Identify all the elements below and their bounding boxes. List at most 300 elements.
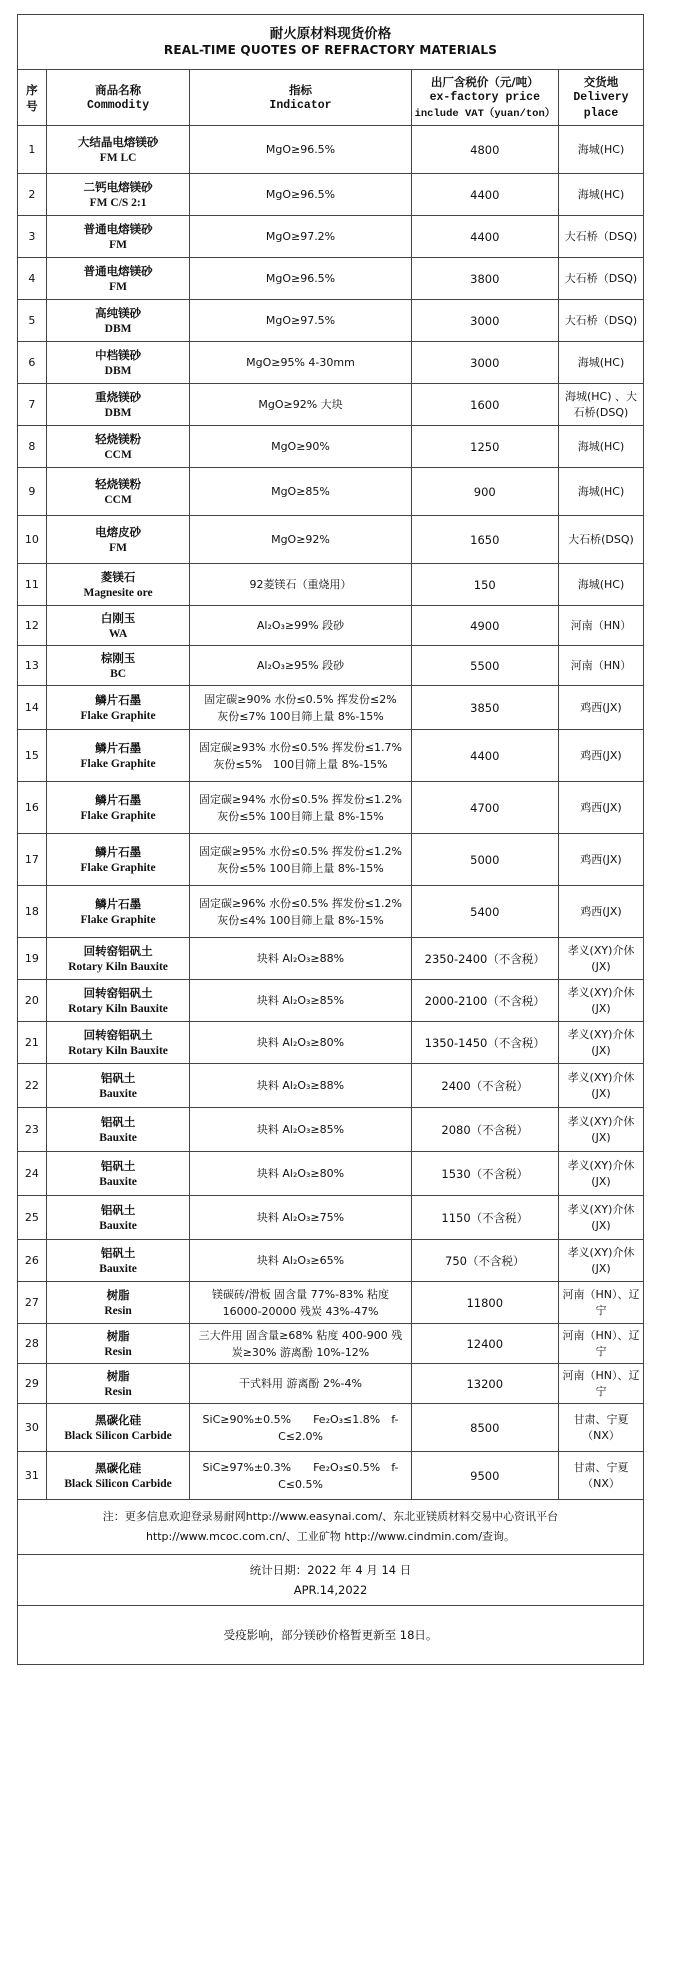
- delivery-place-cell: [558, 1404, 643, 1452]
- indicator-cell: [190, 646, 411, 686]
- header-indicator-cn: 指标: [288, 82, 312, 97]
- commodity-name-cn: 回转窑铝矾土: [83, 1027, 153, 1042]
- commodity-cell: [46, 1064, 190, 1108]
- commodity-cell: [46, 1452, 190, 1500]
- row-number: [18, 980, 47, 1022]
- commodity-name-en: FM C/S 2:1: [89, 196, 147, 209]
- delivery-place-text: 孝义(XY)介休(JX): [567, 1245, 635, 1275]
- indicator-text: MgO≥97.2%: [265, 230, 336, 243]
- table-row: [18, 342, 644, 384]
- delivery-place-text: 河南（HN）: [570, 658, 632, 672]
- price-cell: [411, 1064, 558, 1108]
- price-text: 2080（不含税）: [441, 1122, 529, 1137]
- commodity-cell: [46, 730, 190, 782]
- indicator-text: 镁碳砖/滑板 固含量 77%-83% 粘度 16000-20000 残炭 43%-47%: [211, 1287, 390, 1318]
- delivery-place-text: 海城(HC): [577, 142, 625, 156]
- note-cell: [18, 1500, 644, 1555]
- delivery-place-cell: [558, 564, 643, 606]
- table-row: [18, 1452, 644, 1500]
- row-number: [18, 216, 47, 258]
- indicator-text: 块料 Al₂O₃≥88%: [256, 952, 345, 965]
- price-text: 3000: [470, 355, 500, 370]
- indicator-text: MgO≥90%: [271, 440, 330, 453]
- price-sheet: [17, 14, 644, 1665]
- delivery-place-cell: [558, 1364, 643, 1404]
- commodity-cell: [46, 300, 190, 342]
- price-text: 150: [473, 577, 496, 592]
- price-text: 1530（不含税）: [441, 1166, 529, 1181]
- row-number: [18, 1324, 47, 1364]
- note-row: [18, 1500, 644, 1555]
- table-row: [18, 1108, 644, 1152]
- price-cell: [411, 174, 558, 216]
- price-text: 4400: [470, 187, 500, 202]
- price-table: [17, 14, 644, 1500]
- price-text: 5400: [470, 904, 500, 919]
- row-number-text: 31: [24, 1468, 39, 1482]
- commodity-name-cn: 树脂: [106, 1328, 130, 1343]
- delivery-place-text: 大石桥(DSQ): [568, 532, 634, 546]
- commodity-name-en: DBM: [104, 406, 132, 419]
- delivery-place-text: 孝义(XY)介休(JX): [567, 985, 635, 1015]
- row-number-text: 19: [24, 951, 39, 965]
- commodity-name-cn: 铝矾土: [100, 1245, 136, 1260]
- commodity-name-en: FM LC: [99, 151, 137, 164]
- price-cell: [411, 1324, 558, 1364]
- commodity-name-cn: 树脂: [106, 1287, 130, 1302]
- table-row: [18, 300, 644, 342]
- table-row: [18, 730, 644, 782]
- row-number: [18, 1364, 47, 1404]
- row-number-text: 17: [24, 852, 39, 866]
- price-text: 1650: [470, 532, 500, 547]
- row-number-text: 7: [28, 397, 36, 411]
- delivery-place-text: 鸡西(JX): [580, 700, 622, 714]
- footer-note: 受疫影响，部分镁砂价格暂更新至 18日。: [18, 1606, 644, 1665]
- delivery-place-text: 大石桥（DSQ): [564, 229, 638, 243]
- indicator-cell: [190, 126, 411, 174]
- price-text: 13200: [466, 1376, 504, 1391]
- row-number-text: 16: [24, 800, 39, 814]
- delivery-place-text: 鸡西(JX): [580, 748, 622, 762]
- header-price-en2: include VAT（yuan/ton）: [414, 107, 556, 120]
- commodity-name-en: Bauxite: [99, 1219, 137, 1232]
- table-row: [18, 126, 644, 174]
- price-cell: [411, 300, 558, 342]
- table-row: [18, 980, 644, 1022]
- delivery-place-cell: [558, 730, 643, 782]
- row-number-text: 5: [28, 313, 36, 327]
- commodity-name-en: Bauxite: [99, 1131, 137, 1144]
- row-number: [18, 258, 47, 300]
- commodity-name-en: Flake Graphite: [80, 709, 156, 722]
- price-cell: [411, 686, 558, 730]
- table-row: [18, 468, 644, 516]
- row-number-text: 23: [24, 1122, 39, 1136]
- row-number: [18, 126, 47, 174]
- header-row: [18, 70, 644, 126]
- commodity-name-cn: 轻烧镁粉: [95, 476, 142, 491]
- header-price-cn: 出厂含税价（元/吨）: [430, 74, 539, 89]
- commodity-name-cn: 树脂: [106, 1368, 130, 1383]
- commodity-name-en: Magnesite ore: [83, 586, 153, 599]
- row-number: [18, 1452, 47, 1500]
- delivery-place-text: 海城(HC): [577, 439, 625, 453]
- delivery-place-cell: [558, 886, 643, 938]
- commodity-name-en: Bauxite: [99, 1175, 137, 1188]
- indicator-cell: [190, 564, 411, 606]
- delivery-place-text: 孝义(XY)介休(JX): [567, 1070, 635, 1100]
- delivery-place-cell: [558, 686, 643, 730]
- commodity-cell: [46, 782, 190, 834]
- indicator-cell: [190, 886, 411, 938]
- indicator-text: 92菱镁石（重烧用）: [249, 578, 352, 591]
- commodity-cell: [46, 1324, 190, 1364]
- indicator-text: MgO≥96.5%: [265, 143, 336, 156]
- footer-table: [17, 1499, 644, 1665]
- delivery-place-text: 海城(HC): [577, 577, 625, 591]
- row-number-text: 10: [24, 532, 39, 546]
- delivery-place-cell: [558, 1282, 643, 1324]
- price-cell: [411, 468, 558, 516]
- commodity-cell: [46, 1152, 190, 1196]
- indicator-text: MgO≥92% 大块: [258, 398, 343, 411]
- price-text: 2400（不含税）: [441, 1078, 529, 1093]
- indicator-text: 块料 Al₂O₃≥88%: [256, 1079, 345, 1092]
- indicator-text: Al₂O₃≥99% 段砂: [256, 619, 345, 632]
- delivery-place-text: 孝义(XY)介休(JX): [567, 1114, 635, 1144]
- commodity-name-en: DBM: [104, 322, 132, 335]
- price-cell: [411, 384, 558, 426]
- commodity-cell: [46, 1240, 190, 1282]
- commodity-name-en: Black Silicon Carbide: [64, 1429, 172, 1442]
- commodity-name-cn: 重烧镁砂: [95, 389, 142, 404]
- table-row: [18, 216, 644, 258]
- commodity-name-cn: 菱镁石: [100, 569, 136, 584]
- price-text: 4900: [470, 618, 500, 633]
- indicator-text: 块料 Al₂O₃≥65%: [256, 1254, 345, 1267]
- row-number-text: 8: [28, 439, 36, 453]
- delivery-place-cell: [558, 174, 643, 216]
- title-english: REAL-TIME QUOTES OF REFRACTORY MATERIALS: [163, 43, 498, 57]
- table-row: [18, 834, 644, 886]
- table-row: [18, 1364, 644, 1404]
- commodity-cell: [46, 342, 190, 384]
- table-row: [18, 1064, 644, 1108]
- header-place-en2: place: [583, 106, 619, 120]
- row-number: [18, 834, 47, 886]
- commodity-cell: [46, 1108, 190, 1152]
- price-cell: [411, 564, 558, 606]
- indicator-text: 块料 Al₂O₃≥85%: [256, 994, 345, 1007]
- table-row: [18, 886, 644, 938]
- table-row: [18, 1196, 644, 1240]
- commodity-cell: [46, 886, 190, 938]
- footer-row: [18, 1606, 644, 1665]
- delivery-place-cell: [558, 1240, 643, 1282]
- commodity-cell: [46, 516, 190, 564]
- commodity-name-cn: 鳞片石墨: [95, 740, 142, 755]
- commodity-name-cn: 鳞片石墨: [95, 896, 142, 911]
- row-number-text: 4: [28, 271, 36, 285]
- price-cell: [411, 886, 558, 938]
- delivery-place-cell: [558, 834, 643, 886]
- price-cell: [411, 1152, 558, 1196]
- header-commodity-en: Commodity: [87, 98, 150, 112]
- commodity-cell: [46, 564, 190, 606]
- table-row: [18, 1404, 644, 1452]
- delivery-place-cell: [558, 468, 643, 516]
- price-text: 11800: [466, 1295, 504, 1310]
- commodity-name-en: FM: [109, 280, 128, 293]
- row-number: [18, 468, 47, 516]
- delivery-place-text: 鸡西(JX): [580, 904, 622, 918]
- price-text: 4800: [470, 142, 500, 157]
- delivery-place-cell: [558, 342, 643, 384]
- commodity-name-cn: 普通电熔镁砂: [83, 221, 153, 236]
- delivery-place-cell: [558, 1108, 643, 1152]
- delivery-place-cell: [558, 646, 643, 686]
- commodity-name-en: WA: [108, 627, 128, 640]
- delivery-place-text: 河南（HN）、辽宁: [562, 1368, 640, 1398]
- delivery-place-cell: [558, 1152, 643, 1196]
- row-number-text: 13: [24, 658, 39, 672]
- commodity-name-cn: 中档镁砂: [95, 347, 142, 362]
- price-cell: [411, 1404, 558, 1452]
- price-cell: [411, 1196, 558, 1240]
- price-cell: [411, 1452, 558, 1500]
- delivery-place-text: 鸡西(JX): [580, 800, 622, 814]
- table-row: [18, 258, 644, 300]
- price-cell: [411, 258, 558, 300]
- row-number-text: 29: [24, 1376, 39, 1390]
- indicator-cell: [190, 1196, 411, 1240]
- commodity-name-en: Resin: [104, 1385, 132, 1398]
- row-number-text: 1: [28, 142, 36, 156]
- price-text: 3800: [470, 271, 500, 286]
- commodity-name-cn: 回转窑铝矾土: [83, 985, 153, 1000]
- delivery-place-text: 孝义(XY)介休(JX): [567, 1027, 635, 1057]
- indicator-cell: [190, 216, 411, 258]
- delivery-place-cell: [558, 426, 643, 468]
- indicator-cell: [190, 342, 411, 384]
- indicator-text: MgO≥96.5%: [265, 272, 336, 285]
- stats-date-cn: 统计日期：2022 年 4 月 14 日: [249, 1563, 412, 1577]
- commodity-name-cn: 鳞片石墨: [95, 792, 142, 807]
- row-number-text: 28: [24, 1336, 39, 1350]
- table-row: [18, 782, 644, 834]
- delivery-place-cell: [558, 980, 643, 1022]
- price-text: 750（不含税）: [445, 1253, 525, 1268]
- delivery-place-cell: [558, 1022, 643, 1064]
- row-number-text: 22: [24, 1078, 39, 1092]
- delivery-place-cell: [558, 1196, 643, 1240]
- indicator-cell: [190, 468, 411, 516]
- commodity-name-cn: 黑碳化硅: [95, 1412, 142, 1427]
- price-cell: [411, 730, 558, 782]
- price-text: 2350-2400（不含税）: [424, 951, 545, 966]
- commodity-name-cn: 大结晶电熔镁砂: [77, 134, 159, 149]
- indicator-text: 块料 Al₂O₃≥80%: [256, 1036, 345, 1049]
- commodity-name-en: DBM: [104, 364, 132, 377]
- price-cell: [411, 1240, 558, 1282]
- commodity-name-en: Black Silicon Carbide: [64, 1477, 172, 1490]
- row-number-text: 25: [24, 1210, 39, 1224]
- commodity-cell: [46, 1196, 190, 1240]
- row-number-text: 9: [28, 484, 36, 498]
- table-title: [18, 15, 644, 70]
- commodity-name-en: Flake Graphite: [80, 861, 156, 874]
- commodity-cell: [46, 384, 190, 426]
- delivery-place-cell: [558, 1064, 643, 1108]
- indicator-cell: [190, 384, 411, 426]
- delivery-place-text: 甘肃、宁夏（NX）: [573, 1460, 629, 1490]
- row-number-text: 2: [28, 187, 36, 201]
- indicator-text: 固定碳≥90% 水份≤0.5% 挥发份≤2% 灰份≤7% 100目筛上量 8%-15%: [204, 692, 408, 723]
- price-cell: [411, 980, 558, 1022]
- table-row: [18, 174, 644, 216]
- title-chinese: 耐火原材料现货价格: [269, 26, 392, 42]
- price-text: 4400: [470, 229, 500, 244]
- row-number-text: 12: [24, 618, 39, 632]
- row-number: [18, 516, 47, 564]
- indicator-cell: [190, 1404, 411, 1452]
- row-number: [18, 1240, 47, 1282]
- commodity-name-en: Flake Graphite: [80, 757, 156, 770]
- indicator-cell: [190, 1240, 411, 1282]
- note-line-2: http://www.mcoc.com.cn/、工业矿物 http://www.cindmin.com/查询。: [145, 1530, 516, 1543]
- row-number: [18, 1404, 47, 1452]
- header-no: [18, 70, 47, 126]
- row-number: [18, 938, 47, 980]
- indicator-text: SiC≥97%±0.3% Fe₂O₃≤0.5% f-C≤0.5%: [202, 1460, 399, 1491]
- commodity-name-en: CCM: [104, 448, 132, 461]
- table-row: [18, 1324, 644, 1364]
- indicator-cell: [190, 174, 411, 216]
- price-cell: [411, 1108, 558, 1152]
- row-number: [18, 1108, 47, 1152]
- header-place-en1: Delivery: [573, 90, 629, 104]
- row-number: [18, 1282, 47, 1324]
- indicator-text: 固定碳≥94% 水份≤0.5% 挥发份≤1.2% 灰份≤5% 100目筛上量 8%-15%: [199, 792, 413, 823]
- indicator-text: 固定碳≥96% 水份≤0.5% 挥发份≤1.2% 灰份≤4% 100目筛上量 8%-15%: [199, 896, 413, 927]
- commodity-name-en: Rotary Kiln Bauxite: [68, 960, 168, 973]
- price-text: 8500: [470, 1420, 500, 1435]
- table-row: [18, 1240, 644, 1282]
- header-price-en1: ex-factory price: [429, 90, 540, 104]
- row-number-text: 14: [24, 700, 39, 714]
- delivery-place-text: 海城(HC) 、大石桥(DSQ): [564, 389, 638, 419]
- price-cell: [411, 342, 558, 384]
- indicator-cell: [190, 782, 411, 834]
- commodity-name-en: Bauxite: [99, 1087, 137, 1100]
- indicator-cell: [190, 516, 411, 564]
- delivery-place-text: 大石桥（DSQ): [564, 271, 638, 285]
- commodity-name-cn: 黑碳化硅: [95, 1460, 142, 1475]
- row-number: [18, 1152, 47, 1196]
- price-cell: [411, 426, 558, 468]
- table-row: [18, 564, 644, 606]
- delivery-place-cell: [558, 938, 643, 980]
- commodity-cell: [46, 1282, 190, 1324]
- commodity-cell: [46, 468, 190, 516]
- table-row: [18, 1152, 644, 1196]
- indicator-cell: [190, 938, 411, 980]
- commodity-name-en: Resin: [104, 1304, 132, 1317]
- commodity-name-cn: 棕刚玉: [100, 650, 136, 665]
- commodity-cell: [46, 126, 190, 174]
- indicator-cell: [190, 686, 411, 730]
- commodity-name-cn: 铝矾土: [100, 1202, 136, 1217]
- price-text: 4700: [470, 800, 500, 815]
- table-row: [18, 606, 644, 646]
- indicator-cell: [190, 1064, 411, 1108]
- header-no-label: 序号: [26, 82, 38, 113]
- indicator-cell: [190, 606, 411, 646]
- commodity-cell: [46, 1404, 190, 1452]
- commodity-cell: [46, 1364, 190, 1404]
- indicator-text: 块料 Al₂O₃≥80%: [256, 1167, 345, 1180]
- price-text: 1350-1450（不含税）: [424, 1035, 545, 1050]
- indicator-text: MgO≥96.5%: [265, 188, 336, 201]
- price-text: 1150（不含税）: [441, 1210, 529, 1225]
- commodity-name-cn: 白刚玉: [100, 610, 136, 625]
- delivery-place-text: 鸡西(JX): [580, 852, 622, 866]
- price-text: 900: [473, 484, 496, 499]
- commodity-name-cn: 普通电熔镁砂: [83, 263, 153, 278]
- indicator-cell: [190, 1364, 411, 1404]
- row-number: [18, 426, 47, 468]
- row-number-text: 15: [24, 748, 39, 762]
- price-text: 3850: [470, 700, 500, 715]
- indicator-text: 三大件用 固含量≥68% 粘度 400-900 残炭≥30% 游离酚 10%-12%: [198, 1328, 403, 1359]
- delivery-place-cell: [558, 606, 643, 646]
- price-cell: [411, 782, 558, 834]
- indicator-text: SiC≥90%±0.5% Fe₂O₃≤1.8% f-C≤2.0%: [202, 1412, 399, 1443]
- price-text: 5500: [470, 658, 500, 673]
- price-cell: [411, 938, 558, 980]
- delivery-place-text: 海城(HC): [577, 355, 625, 369]
- row-number: [18, 730, 47, 782]
- row-number: [18, 782, 47, 834]
- commodity-name-en: Flake Graphite: [80, 913, 156, 926]
- commodity-name-cn: 鳞片石墨: [95, 692, 142, 707]
- delivery-place-cell: [558, 300, 643, 342]
- header-indicator: [190, 70, 411, 126]
- price-text: 1250: [470, 439, 500, 454]
- delivery-place-text: 河南（HN）、辽宁: [562, 1287, 640, 1317]
- commodity-name-cn: 回转窑铝矾土: [83, 943, 153, 958]
- header-price: [411, 70, 558, 126]
- indicator-text: Al₂O₃≥95% 段砂: [256, 659, 345, 672]
- commodity-name-cn: 铝矾土: [100, 1158, 136, 1173]
- row-number: [18, 1196, 47, 1240]
- commodity-name-cn: 二钙电熔镁砂: [83, 179, 153, 194]
- delivery-place-cell: [558, 516, 643, 564]
- commodity-cell: [46, 646, 190, 686]
- indicator-text: 固定碳≥93% 水份≤0.5% 挥发份≤1.7% 灰份≤5% 100目筛上量 8%-15%: [199, 740, 413, 771]
- commodity-name-en: Rotary Kiln Bauxite: [68, 1002, 168, 1015]
- commodity-name-cn: 电熔皮砂: [95, 524, 142, 539]
- delivery-place-text: 河南（HN）: [570, 618, 632, 632]
- delivery-place-text: 海城(HC): [577, 187, 625, 201]
- commodity-name-en: BC: [110, 667, 127, 680]
- price-cell: [411, 516, 558, 564]
- table-row: [18, 686, 644, 730]
- price-text: 1600: [470, 397, 500, 412]
- table-row: [18, 384, 644, 426]
- commodity-name-cn: 高纯镁砂: [95, 305, 142, 320]
